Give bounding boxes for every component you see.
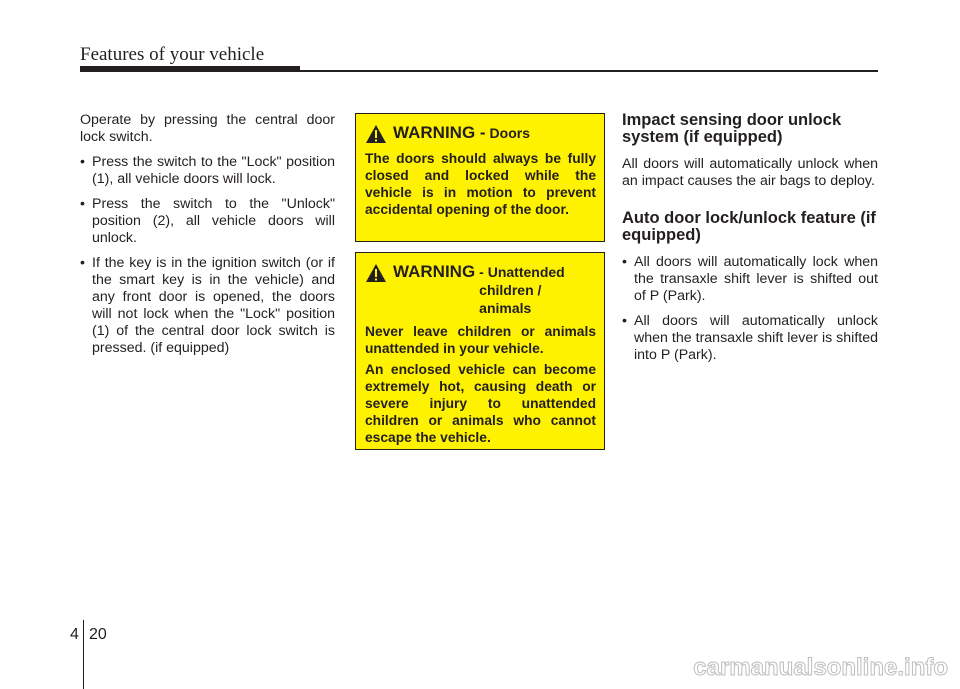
- page-number: 20: [89, 626, 107, 643]
- bullet-icon: •: [622, 254, 627, 270]
- warning-box-children: [355, 252, 605, 450]
- list-item-text: All doors will automatically unlock when the transaxle shift lever is shifted into P (Park).: [634, 313, 878, 363]
- right-column: [622, 112, 878, 372]
- warning-title: [365, 124, 596, 144]
- warning-title: [365, 263, 596, 317]
- list-item: [80, 154, 335, 188]
- warning-triangle-icon: [365, 263, 387, 283]
- warning-subject: - Unattended children / animals: [479, 264, 565, 316]
- list-item: [80, 196, 335, 247]
- bullet-icon: •: [622, 313, 627, 329]
- auto-lock-bullet-list: [622, 254, 878, 364]
- section-text: All doors will automatically unlock when an impact causes the air bags to deploy.: [622, 156, 878, 189]
- bullet-icon: •: [80, 255, 85, 271]
- warning-body: An enclosed vehicle can become extremely hot, causing death or severe injury to unattended children or animals who cannot escape the vehicle.: [365, 362, 596, 445]
- intro-text: Operate by pressing the central door lock switch.: [80, 112, 335, 145]
- warning-triangle-icon: [365, 124, 387, 144]
- list-item: [80, 255, 335, 357]
- lock-bullet-list: [80, 154, 335, 357]
- warning-label: WARNING: [393, 262, 476, 281]
- warning-body: Never leave children or animals unattended in your vehicle.: [365, 324, 596, 356]
- section-heading: Auto door lock/unlock feature (if equipped): [622, 209, 876, 244]
- list-item-text: Press the switch to the "Unlock" position (2), all vehicle doors will unlock.: [92, 196, 335, 246]
- warning-subject: Doors: [489, 125, 530, 141]
- list-item: [622, 254, 878, 305]
- list-item-text: Press the switch to the "Lock" position (1), all vehicle doors will lock.: [92, 154, 335, 187]
- watermark-text: carmanualsonline.info: [693, 654, 948, 681]
- section-heading: Impact sensing door unlock system (if equipped): [622, 111, 842, 146]
- chapter-number: 4: [70, 626, 79, 643]
- list-item-text: If the key is in the ignition switch (or if the smart key is in the vehicle) and any front door is opened, the doors will not lock when the "Lock" position (1) of the central door lock switch is pressed. (if equipped): [92, 255, 335, 356]
- header-title: Features of your vehicle: [80, 44, 265, 65]
- bullet-icon: •: [80, 196, 85, 212]
- left-column: [80, 112, 335, 365]
- list-item-text: All doors will automatically lock when the transaxle shift lever is shifted out of P (Park).: [634, 254, 878, 304]
- warning-body: The doors should always be fully closed and locked while the vehicle is in motion to prevent accidental opening of the door.: [365, 151, 596, 217]
- footer-divider: [83, 620, 84, 689]
- warning-box-doors: [355, 113, 605, 242]
- header-rule: [80, 70, 878, 72]
- list-item: [622, 313, 878, 364]
- watermark-logo: [660, 647, 950, 683]
- warning-label: WARNING -: [393, 123, 486, 142]
- bullet-icon: •: [80, 154, 85, 170]
